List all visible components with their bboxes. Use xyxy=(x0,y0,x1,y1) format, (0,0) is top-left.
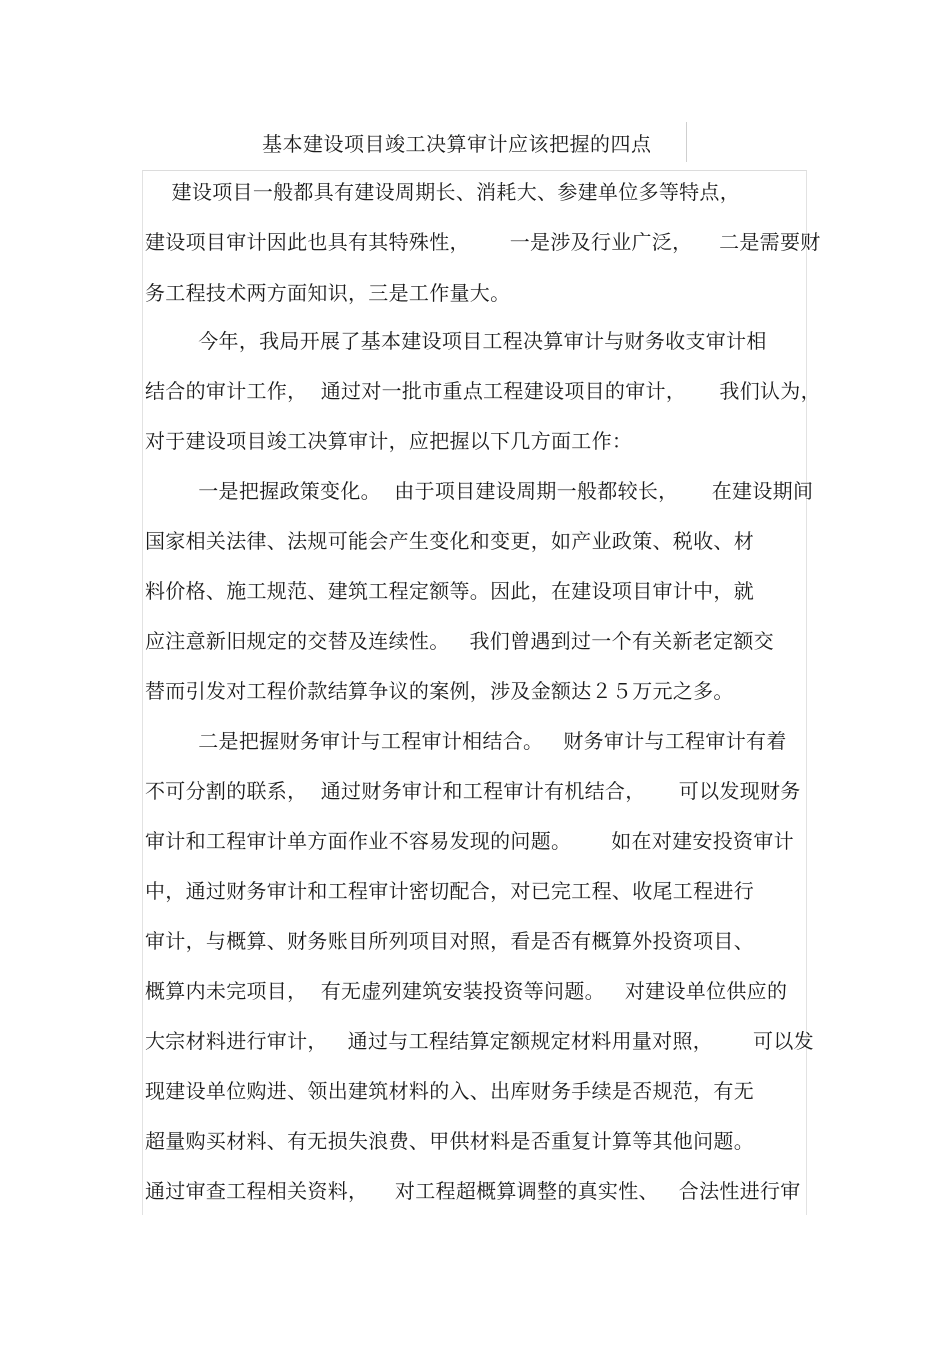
body-line: 建设项目一般都具有建设周期长、消耗大、参建单位多等特点， xyxy=(145,180,741,204)
body-line: 今年，我局开展了基本建设项目工程决算审计与财务收支审计相 xyxy=(145,329,767,353)
body-line: 通过审查工程相关资料， 对工程超概算调整的真实性、 合法性进行审 xyxy=(145,1179,801,1203)
body-line: 对于建设项目竣工决算审计，应把握以下几方面工作： xyxy=(145,429,633,453)
body-line: 不可分割的联系， 通过财务审计和工程审计有机结合， 可以发现财务 xyxy=(145,779,801,803)
body-line: 务工程技术两方面知识，三是工作量大。 xyxy=(145,281,511,305)
document-title: 基本建设项目竣工决算审计应该把握的四点 xyxy=(262,132,652,156)
body-line: 应注意新旧规定的交替及连续性。 我们曾遇到过一个有关新老定额交 xyxy=(145,629,774,653)
body-line: 概算内未完项目， 有无虚列建筑安装投资等问题。 对建设单位供应的 xyxy=(145,979,788,1003)
body-line: 审计和工程审计单方面作业不容易发现的问题。 如在对建安投资审计 xyxy=(145,829,794,853)
body-line: 超量购买材料、有无损失浪费、甲供材料是否重复计算等其他问题。 xyxy=(145,1129,754,1153)
body-line: 一是把握政策变化。 由于项目建设周期一般都较长， 在建设期间 xyxy=(145,479,814,503)
body-line: 替而引发对工程价款结算争议的案例，涉及金额达２５万元之多。 xyxy=(145,679,734,703)
body-line: 大宗材料进行审计， 通过与工程结算定额规定材料用量对照， 可以发 xyxy=(145,1029,814,1053)
body-line: 建设项目审计因此也具有其特殊性， 一是涉及行业广泛， 二是需要财 xyxy=(145,230,821,254)
body-line: 料价格、施工规范、建筑工程定额等。因此，在建设项目审计中，就 xyxy=(145,579,754,603)
body-line: 中，通过财务审计和工程审计密切配合，对已完工程、收尾工程进行 xyxy=(145,879,754,903)
body-line: 现建设单位购进、领出建筑材料的入、出库财务手续是否规范，有无 xyxy=(145,1079,754,1103)
body-line: 国家相关法律、法规可能会产生变化和变更，如产业政策、税收、材 xyxy=(145,529,754,553)
body-line: 结合的审计工作， 通过对一批市重点工程建设项目的审计， 我们认为， xyxy=(145,379,821,403)
body-line: 审计，与概算、财务账目所列项目对照，看是否有概算外投资项目、 xyxy=(145,929,754,953)
body-line: 二是把握财务审计与工程审计相结合。 财务审计与工程审计有着 xyxy=(145,729,787,753)
